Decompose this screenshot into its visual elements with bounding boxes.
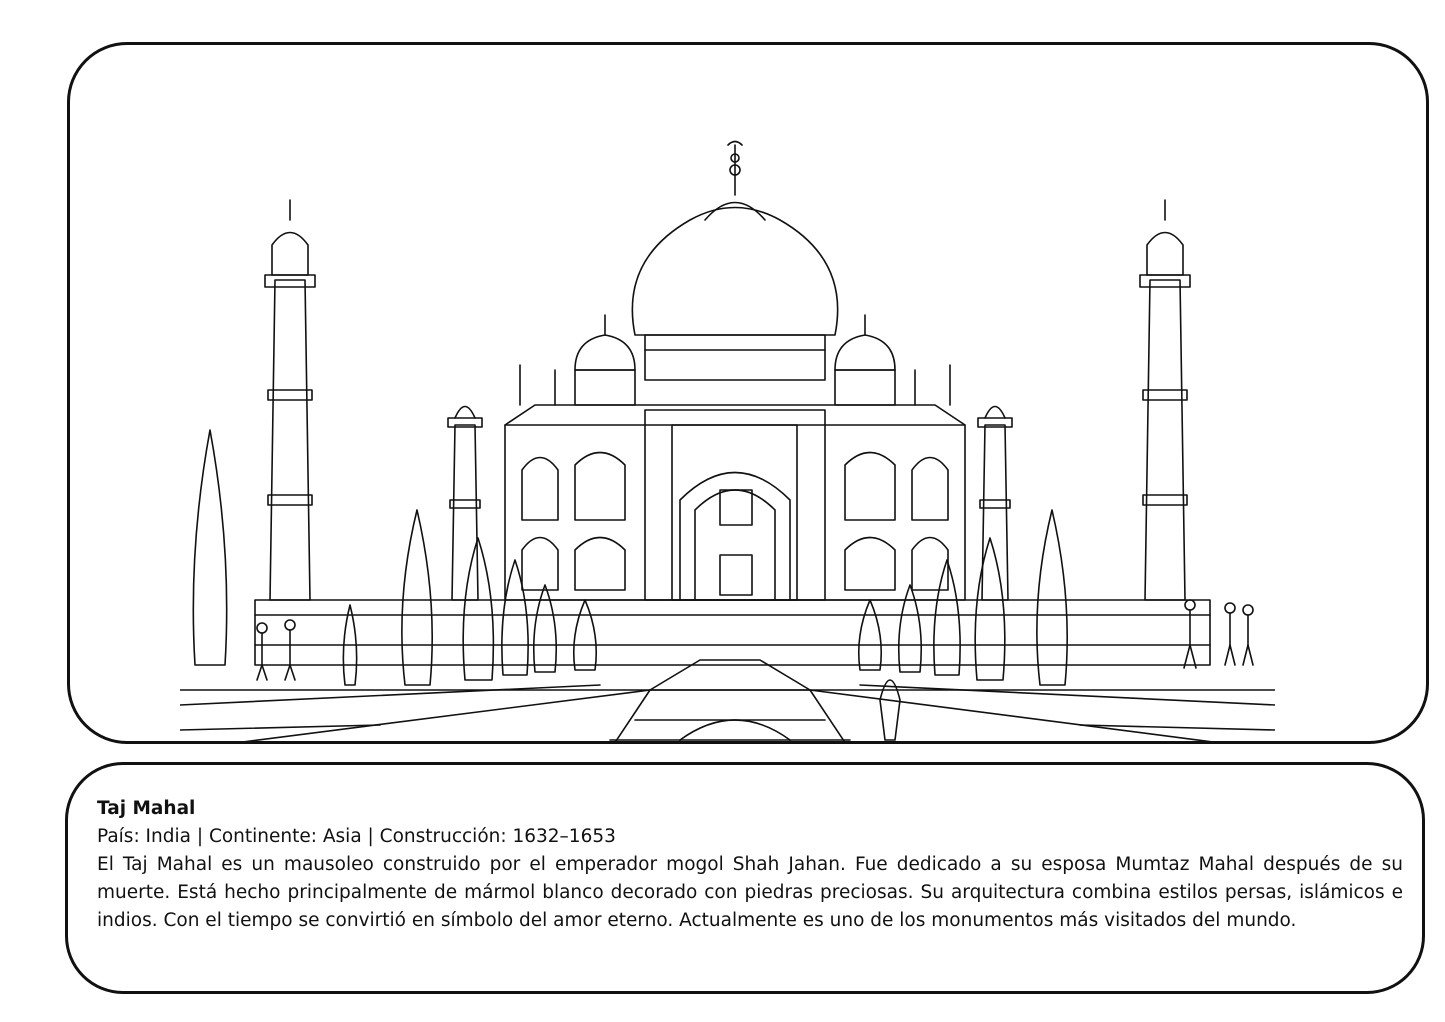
side-domes — [520, 315, 950, 405]
left-inner-minaret — [448, 407, 482, 601]
caption-block — [97, 795, 1403, 935]
monument-description: El Taj Mahal es un mausoleo construido por el emperador mogol Shah Jahan. Fue dedicado a su esposa Mumtaz Mahal después de su muerte. Está hecho principalmente de mármol blanco decorado con piedras preciosas. Su arquitectura combina estilos persas, islámicos e indios. Con el tiempo se convirtió en símbolo del amor eterno. Actualmente es uno de los monumentos más visitados del mundo. — [97, 854, 1403, 931]
right-outer-minaret — [1140, 200, 1190, 600]
caption-frame — [65, 762, 1425, 994]
right-inner-minaret — [978, 407, 1012, 601]
left-outer-minaret — [265, 200, 315, 600]
people-figures — [257, 600, 1253, 680]
illustration-frame — [67, 42, 1429, 744]
monument-meta: País: India | Continente: Asia | Construcción: 1632–1653 — [97, 826, 616, 847]
monument-title: Taj Mahal — [97, 798, 196, 819]
central-dome — [632, 142, 837, 381]
main-building — [505, 405, 965, 600]
cypress-trees — [193, 430, 1067, 685]
reflection-pool — [610, 660, 900, 744]
ground-lines — [180, 685, 1275, 744]
taj-mahal-drawing — [180, 100, 1275, 744]
